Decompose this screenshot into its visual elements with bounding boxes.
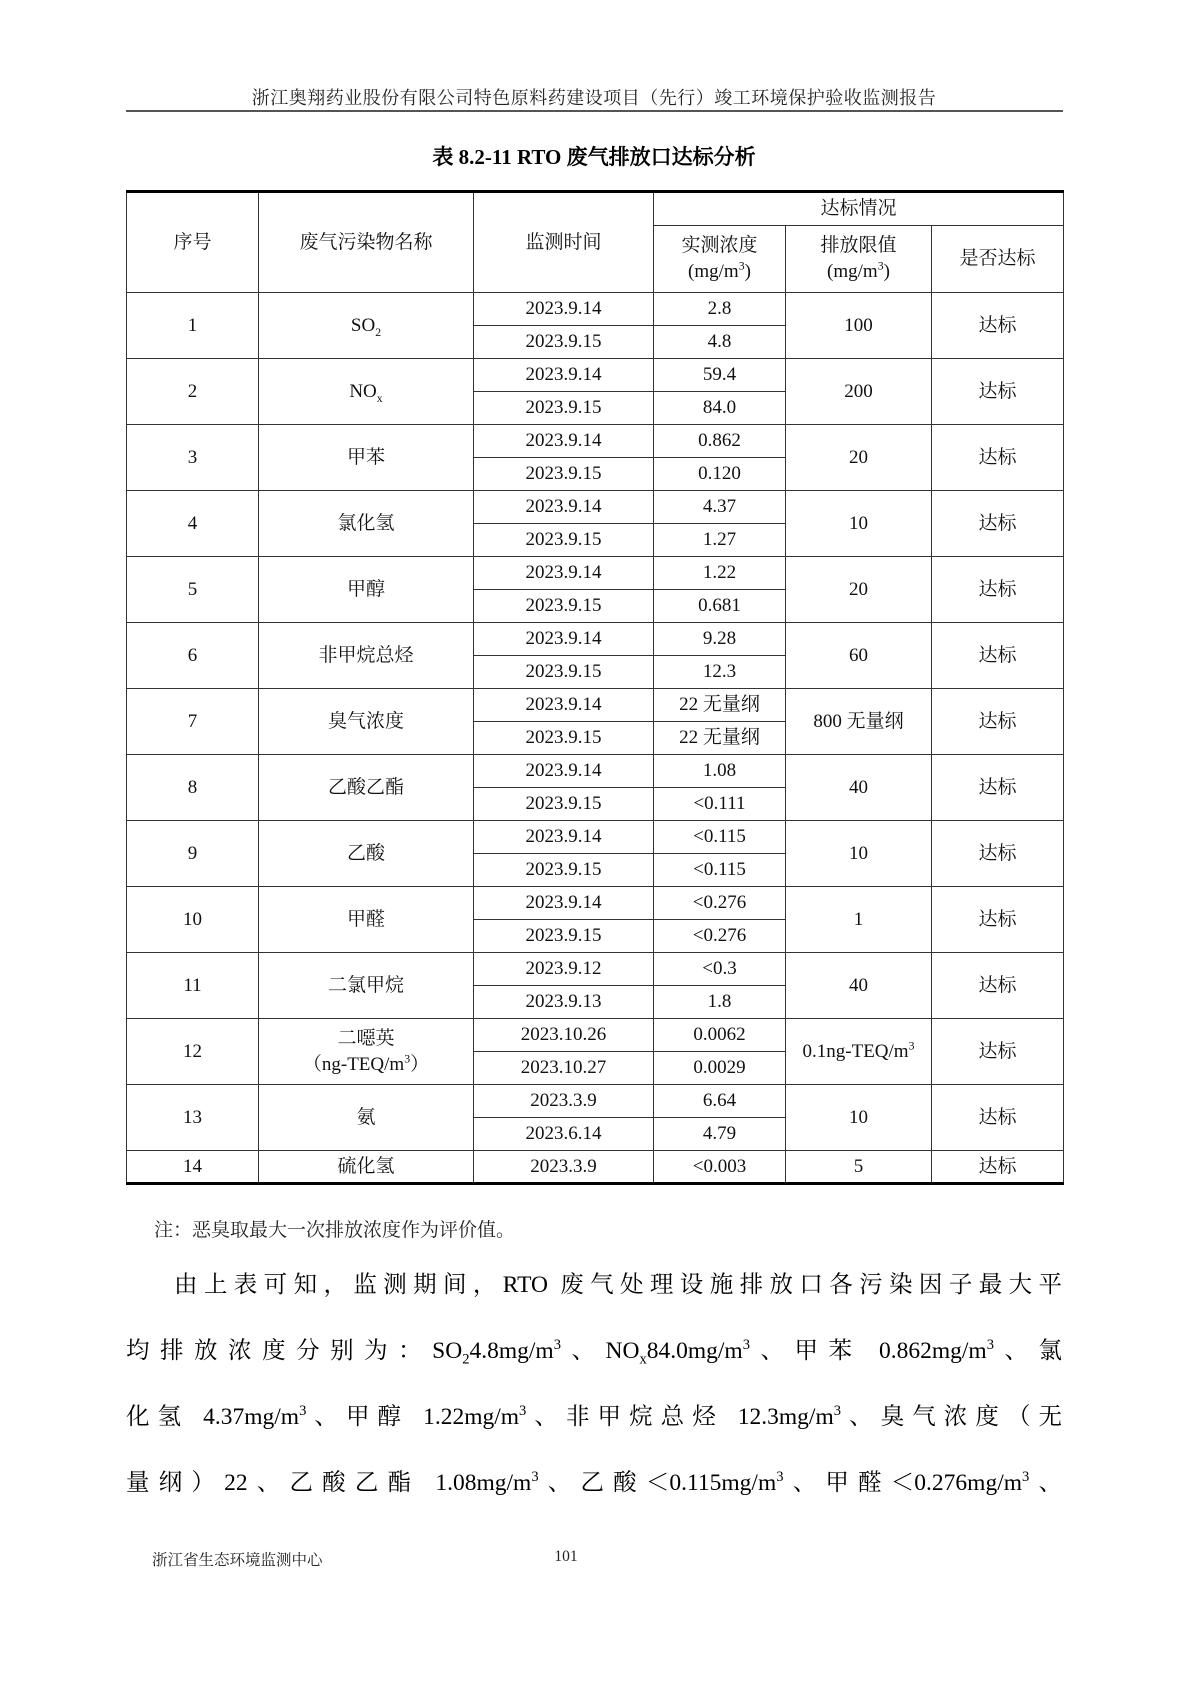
cell-date: 2023.9.15 bbox=[474, 854, 654, 887]
table-row bbox=[127, 1085, 1064, 1118]
cell-date: 2023.6.14 bbox=[474, 1118, 654, 1151]
body-paragraph bbox=[126, 1252, 1062, 1516]
cell-value: 1.22 bbox=[654, 557, 786, 590]
cell-date: 2023.9.14 bbox=[474, 557, 654, 590]
cell-date: 2023.9.14 bbox=[474, 359, 654, 392]
cell-date: 2023.9.14 bbox=[474, 887, 654, 920]
cell-value: 0.0029 bbox=[654, 1052, 786, 1085]
cell-value: 0.120 bbox=[654, 458, 786, 491]
paragraph-line: 均排放浓度分别为：$SO_24.8mg/m^3$、$NO_x84.0mg/m^3$、甲苯 $0.862mg/m^3$、氯 bbox=[126, 1337, 1063, 1368]
cell-no: 3 bbox=[127, 425, 259, 491]
cell-date: 2023.9.15 bbox=[474, 722, 654, 755]
cell-value: 0.862 bbox=[654, 425, 786, 458]
col-header-pass: 是否达标 bbox=[932, 226, 1064, 293]
cell-value: <0.115 bbox=[654, 821, 786, 854]
table-row bbox=[127, 557, 1064, 590]
table-row bbox=[127, 689, 1064, 722]
cell-value: 9.28 bbox=[654, 623, 786, 656]
cell-date: 2023.9.13 bbox=[474, 986, 654, 1019]
cell-pass: 达标 bbox=[932, 557, 1064, 623]
cell-no: 14 bbox=[127, 1151, 259, 1184]
cell-date: 2023.3.9 bbox=[474, 1151, 654, 1184]
cell-pass: 达标 bbox=[932, 887, 1064, 953]
cell-value: 22 无量纲 bbox=[654, 722, 786, 755]
cell-date: 2023.9.14 bbox=[474, 425, 654, 458]
cell-value: 4.37 bbox=[654, 491, 786, 524]
cell-pollutant: 臭气浓度 bbox=[259, 689, 474, 755]
cell-pollutant: 甲苯 bbox=[259, 425, 474, 491]
cell-pollutant: 甲醛 bbox=[259, 887, 474, 953]
table-row bbox=[127, 491, 1064, 524]
cell-limit: 20 bbox=[786, 557, 932, 623]
cell-no: 9 bbox=[127, 821, 259, 887]
cell-pass: 达标 bbox=[932, 953, 1064, 1019]
cell-no: 8 bbox=[127, 755, 259, 821]
cell-date: 2023.9.15 bbox=[474, 326, 654, 359]
col-header-no: 序号 bbox=[127, 192, 259, 293]
cell-pollutant: 乙酸 bbox=[259, 821, 474, 887]
cell-limit: 10 bbox=[786, 491, 932, 557]
col-header-measured: 实测浓度 $(mg/m^3)$ bbox=[654, 226, 786, 293]
cell-limit: 10 bbox=[786, 821, 932, 887]
cell-date: 2023.9.14 bbox=[474, 491, 654, 524]
cell-pass: 达标 bbox=[932, 425, 1064, 491]
cell-value: 4.79 bbox=[654, 1118, 786, 1151]
cell-pollutant: 二氯甲烷 bbox=[259, 953, 474, 1019]
report-header-title: 浙江奥翔药业股份有限公司特色原料药建设项目（先行）竣工环境保护验收监测报告 bbox=[251, 88, 937, 108]
cell-date: 2023.9.14 bbox=[474, 623, 654, 656]
cell-no: 4 bbox=[127, 491, 259, 557]
cell-pollutant: $SO_2$ bbox=[259, 293, 474, 359]
cell-value: 6.64 bbox=[654, 1085, 786, 1118]
table-row bbox=[127, 1019, 1064, 1052]
cell-pass: 达标 bbox=[932, 755, 1064, 821]
cell-limit: 60 bbox=[786, 623, 932, 689]
cell-date: 2023.9.15 bbox=[474, 656, 654, 689]
cell-value: 59.4 bbox=[654, 359, 786, 392]
cell-date: 2023.9.14 bbox=[474, 293, 654, 326]
cell-pass: 达标 bbox=[932, 1085, 1064, 1151]
cell-value: <0.276 bbox=[654, 887, 786, 920]
table-row bbox=[127, 887, 1064, 920]
table-row bbox=[127, 1151, 1064, 1184]
cell-value: <0.115 bbox=[654, 854, 786, 887]
table-row bbox=[127, 755, 1064, 788]
cell-pollutant: 乙酸乙酯 bbox=[259, 755, 474, 821]
cell-no: 5 bbox=[127, 557, 259, 623]
cell-pass: 达标 bbox=[932, 623, 1064, 689]
cell-limit: 40 bbox=[786, 953, 932, 1019]
cell-no: 6 bbox=[127, 623, 259, 689]
cell-no: 11 bbox=[127, 953, 259, 1019]
cell-limit: 800 无量纲 bbox=[786, 689, 932, 755]
cell-pass: 达标 bbox=[932, 1019, 1064, 1085]
table-header-row-1 bbox=[127, 192, 1064, 226]
cell-date: 2023.9.12 bbox=[474, 953, 654, 986]
cell-pollutant: 硫化氢 bbox=[259, 1151, 474, 1184]
cell-date: 2023.9.14 bbox=[474, 755, 654, 788]
cell-limit: $0.1ng-TEQ/m^3$ bbox=[786, 1019, 932, 1085]
cell-value: 12.3 bbox=[654, 656, 786, 689]
cell-value: 1.27 bbox=[654, 524, 786, 557]
cell-value: <0.276 bbox=[654, 920, 786, 953]
paragraph-line: 量纲）22、乙酸乙酯 $1.08mg/m^3$、乙酸$<0.115mg/m^3$、甲醛$<0.276mg/m^3$、 bbox=[126, 1469, 1063, 1496]
cell-date: 2023.9.15 bbox=[474, 920, 654, 953]
cell-limit: 200 bbox=[786, 359, 932, 425]
cell-date: 2023.9.14 bbox=[474, 689, 654, 722]
paragraph-line: 由上表可知，监测期间，RTO 废气处理设施排放口各污染因子最大平 bbox=[174, 1272, 1062, 1298]
cell-pass: 达标 bbox=[932, 1151, 1064, 1184]
cell-date: 2023.9.15 bbox=[474, 590, 654, 623]
header-divider bbox=[126, 110, 1063, 112]
cell-date: 2023.9.15 bbox=[474, 788, 654, 821]
cell-date: 2023.3.9 bbox=[474, 1085, 654, 1118]
paragraph-line: 化氢 $4.37mg/m^3$、甲醇 $1.22mg/m^3$、非甲烷总烃 $12.3mg/m^3$、臭气浓度（无 bbox=[126, 1403, 1063, 1430]
table-footnote: 注：恶臭取最大一次排放浓度作为评价值。 bbox=[154, 1220, 516, 1241]
cell-value: <0.111 bbox=[654, 788, 786, 821]
cell-pollutant: 氯化氢 bbox=[259, 491, 474, 557]
col-header-compliance-group: 达标情况 bbox=[654, 192, 1064, 226]
cell-value: 1.08 bbox=[654, 755, 786, 788]
col-header-limit: 排放限值 $(mg/m^3)$ bbox=[786, 226, 932, 293]
table-row bbox=[127, 293, 1064, 326]
cell-limit: 1 bbox=[786, 887, 932, 953]
cell-value: 0.681 bbox=[654, 590, 786, 623]
cell-date: 2023.10.27 bbox=[474, 1052, 654, 1085]
cell-value: 2.8 bbox=[654, 293, 786, 326]
cell-pollutant: $NO_x$ bbox=[259, 359, 474, 425]
cell-pass: 达标 bbox=[932, 821, 1064, 887]
cell-no: 12 bbox=[127, 1019, 259, 1085]
col-header-pollutant: 废气污染物名称 bbox=[259, 192, 474, 293]
cell-limit: 5 bbox=[786, 1151, 932, 1184]
cell-value: 0.0062 bbox=[654, 1019, 786, 1052]
cell-no: 10 bbox=[127, 887, 259, 953]
table-row bbox=[127, 425, 1064, 458]
col-header-time: 监测时间 bbox=[474, 192, 654, 293]
cell-value: 84.0 bbox=[654, 392, 786, 425]
cell-pollutant: 甲醇 bbox=[259, 557, 474, 623]
cell-pass: 达标 bbox=[932, 359, 1064, 425]
compliance-table bbox=[126, 190, 1064, 1185]
cell-limit: 10 bbox=[786, 1085, 932, 1151]
cell-pollutant: 氨 bbox=[259, 1085, 474, 1151]
cell-no: 7 bbox=[127, 689, 259, 755]
cell-no: 13 bbox=[127, 1085, 259, 1151]
cell-pass: 达标 bbox=[932, 293, 1064, 359]
table-row bbox=[127, 821, 1064, 854]
footer-organization: 浙江省生态环境监测中心 bbox=[152, 1552, 323, 1569]
footer-page-number: 101 bbox=[554, 1548, 578, 1565]
cell-value: <0.003 bbox=[654, 1151, 786, 1184]
cell-limit: 100 bbox=[786, 293, 932, 359]
cell-no: 2 bbox=[127, 359, 259, 425]
cell-limit: 20 bbox=[786, 425, 932, 491]
cell-date: 2023.9.15 bbox=[474, 458, 654, 491]
table-row bbox=[127, 623, 1064, 656]
cell-date: 2023.9.15 bbox=[474, 392, 654, 425]
cell-pollutant: 二噁英 $(ng-TEQ/m^3)$ bbox=[259, 1019, 474, 1085]
cell-date: 2023.10.26 bbox=[474, 1019, 654, 1052]
cell-pass: 达标 bbox=[932, 689, 1064, 755]
cell-value: <0.3 bbox=[654, 953, 786, 986]
table-row bbox=[127, 359, 1064, 392]
cell-value: 4.8 bbox=[654, 326, 786, 359]
cell-value: 22 无量纲 bbox=[654, 689, 786, 722]
cell-no: 1 bbox=[127, 293, 259, 359]
table-title: 表 8.2-11 RTO 废气排放口达标分析 bbox=[432, 145, 756, 169]
cell-pollutant: 非甲烷总烃 bbox=[259, 623, 474, 689]
cell-date: 2023.9.14 bbox=[474, 821, 654, 854]
table-row bbox=[127, 953, 1064, 986]
cell-date: 2023.9.15 bbox=[474, 524, 654, 557]
cell-pass: 达标 bbox=[932, 491, 1064, 557]
cell-value: 1.8 bbox=[654, 986, 786, 1019]
cell-limit: 40 bbox=[786, 755, 932, 821]
